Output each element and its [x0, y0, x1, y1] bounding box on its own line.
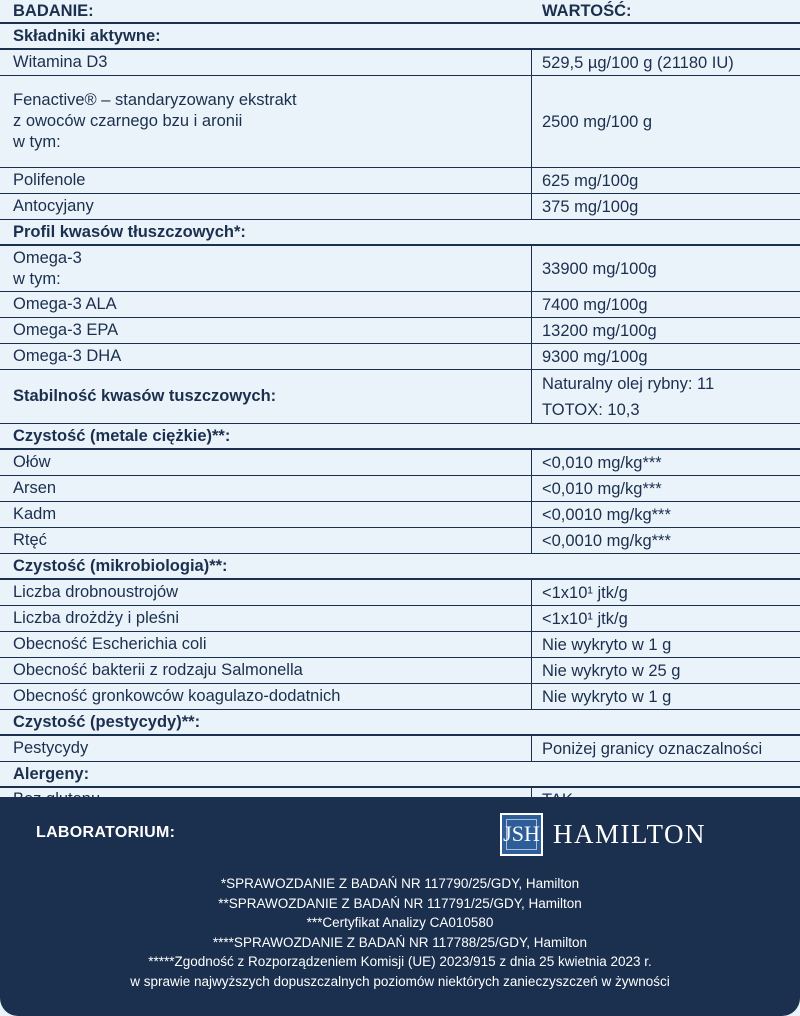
row-value-line: <0,0010 mg/kg***: [542, 531, 671, 550]
row-value: [542, 344, 648, 369]
row-label-line: Liczba drożdży i pleśni: [13, 609, 179, 627]
row-label-line: Polifenole: [13, 171, 86, 189]
row-label-line: Pestycydy: [13, 739, 89, 757]
column-divider: [531, 246, 532, 291]
table-row: [0, 502, 800, 528]
row-label: [13, 344, 121, 369]
row-label-line: Antocyjany: [13, 197, 94, 215]
section-title: [13, 220, 246, 244]
row-value-line: Poniżej granicy oznaczalności: [542, 739, 763, 758]
column-divider: [531, 450, 532, 475]
table-row: [0, 344, 800, 370]
table-row: [0, 370, 800, 424]
table-row: [0, 292, 800, 318]
row-value: [542, 246, 657, 291]
section-title: [13, 424, 230, 448]
row-label-line: Omega-3 EPA: [13, 321, 119, 339]
table-row: [0, 736, 800, 762]
row-value: [542, 50, 734, 75]
table-row: [0, 658, 800, 684]
row-value: [542, 606, 628, 631]
row-value: [542, 684, 671, 709]
row-label-line: Witamina D3: [13, 53, 108, 71]
section-title: [13, 762, 89, 786]
table-row: [0, 528, 800, 554]
row-label: [13, 50, 107, 75]
footnote-line: **SPRAWOZDANIE Z BADAŃ NR 117791/25/GDY, Hamilton: [218, 895, 582, 911]
row-label-line: Obecność bakterii z rodzaju Salmonella: [13, 661, 303, 679]
row-label: [13, 76, 297, 167]
table-row: [0, 580, 800, 606]
row-label-line: Omega-3: [13, 248, 82, 267]
row-value-line: Nie wykryto w 25 g: [542, 661, 681, 680]
hamilton-logo: [500, 812, 706, 856]
row-value-line: 625 mg/100g: [542, 171, 639, 190]
row-label-line: Liczba drobnoustrojów: [13, 583, 179, 601]
row-label: [13, 246, 82, 291]
row-label: [13, 632, 207, 657]
column-divider: [531, 606, 532, 631]
row-label: [13, 736, 88, 761]
row-label-line: z owoców czarnego bzu i aronii: [13, 112, 243, 130]
row-label: [13, 370, 276, 423]
row-label-line: Czystość (pestycydy)**:: [13, 712, 201, 731]
section-row: [0, 762, 800, 788]
row-label: [13, 502, 56, 527]
row-label: [13, 580, 178, 605]
row-label-line: Obecność gronkowców koagulazo-dodatnich: [13, 687, 341, 705]
table-row: [0, 76, 800, 168]
row-value-line: 13200 mg/100g: [542, 321, 657, 340]
section-row: [0, 710, 800, 736]
row-value-line: Naturalny olej rybny: 11: [542, 374, 715, 393]
row-value-line: 529,5 µg/100 g (21180 IU): [542, 53, 734, 72]
row-value-line: TOTOX: 10,3: [542, 400, 640, 419]
footnote-line: ****SPRAWOZDANIE Z BADAŃ NR 117788/25/GDY, Hamilton: [212, 934, 588, 950]
row-label-line: Profil kwasów tłuszczowych*:: [13, 222, 246, 241]
footnote-line: *****Zgodność z Rozporządzeniem Komisji (UE) 2023/915 z dnia 25 kwietnia 2023 r.: [148, 954, 652, 969]
row-value: [542, 76, 652, 167]
row-label-line: Omega-3 DHA: [13, 347, 122, 365]
row-value: [542, 580, 628, 605]
footnote-line: ***Certyfikat Analizy CA010580: [306, 915, 494, 930]
column-divider: [531, 318, 532, 343]
laboratory-label: LABORATORIUM:: [36, 824, 176, 841]
column-divider: [531, 168, 532, 193]
row-value-line: 2500 mg/100 g: [542, 112, 653, 131]
row-value: [542, 292, 648, 317]
row-value-line: <0,010 mg/kg***: [542, 479, 662, 498]
section-title: [13, 710, 200, 734]
table-row: [0, 632, 800, 658]
row-label: [13, 168, 85, 193]
row-label: [13, 658, 303, 683]
column-divider: [531, 292, 532, 317]
column-header-test: BADANIE:: [13, 1, 94, 20]
row-value: [542, 632, 671, 657]
row-label: [13, 318, 118, 343]
table-row: [0, 246, 800, 292]
row-label: [13, 476, 56, 501]
footnote-line: *SPRAWOZDANIE Z BADAŃ NR 117790/25/GDY, Hamilton: [220, 876, 580, 891]
table-row: [0, 194, 800, 220]
row-value: [542, 318, 657, 343]
row-value-line: <1x10¹ jtk/g: [542, 609, 628, 628]
row-value: [542, 528, 671, 553]
row-value: [542, 502, 671, 527]
row-value: [542, 476, 662, 501]
row-value-line: 33900 mg/100g: [542, 259, 657, 278]
row-value-line: 9300 mg/100g: [542, 347, 648, 366]
column-divider: [531, 502, 532, 527]
row-label-line: Obecność Escherichia coli: [13, 635, 207, 653]
section-row: [0, 220, 800, 246]
row-label: [13, 194, 94, 219]
footnotes: [0, 874, 800, 991]
row-value-line: <0,0010 mg/kg***: [542, 505, 671, 524]
row-value: [542, 370, 714, 423]
table-row: [0, 476, 800, 502]
row-value-line: Nie wykryto w 1 g: [542, 635, 672, 654]
row-label-line: Ołów: [13, 453, 51, 471]
row-label: [13, 528, 47, 553]
row-label: [13, 606, 179, 631]
section-title: [13, 24, 161, 48]
row-label-line: Kadm: [13, 505, 57, 523]
table-row: [0, 450, 800, 476]
row-value: [542, 168, 638, 193]
table-header: [0, 0, 800, 24]
row-label-line: Fenactive® – standaryzowany ekstrakt: [13, 91, 297, 109]
column-divider: [531, 580, 532, 605]
column-divider: [531, 370, 532, 423]
footer: [0, 797, 800, 1016]
table-row: [0, 318, 800, 344]
section-row: [0, 554, 800, 580]
footnote-line: w sprawie najwyższych dopuszczalnych poziomów niektórych zanieczyszczeń w żywności: [130, 973, 670, 989]
row-value-line: 7400 mg/100g: [542, 295, 648, 314]
section-title: [13, 554, 228, 578]
table-row: [0, 168, 800, 194]
row-value-line: Nie wykryto w 1 g: [542, 687, 672, 706]
row-label: [13, 292, 117, 317]
column-divider: [531, 736, 532, 761]
row-value: [542, 194, 638, 219]
row-value-line: <1x10¹ jtk/g: [542, 583, 628, 602]
column-divider: [531, 50, 532, 75]
row-label-line: w tym:: [13, 133, 61, 151]
row-label-line: Alergeny:: [13, 764, 90, 783]
row-label-line: Omega-3 ALA: [13, 295, 117, 313]
hamilton-logo-mark-icon: JSH: [500, 813, 543, 856]
row-label: [13, 684, 340, 709]
row-label-line: Stabilność kwasów tuszczowych:: [13, 387, 277, 405]
column-divider: [531, 476, 532, 501]
row-value-line: <0,010 mg/kg***: [542, 453, 662, 472]
column-divider: [531, 76, 532, 167]
row-value-line: 375 mg/100g: [542, 197, 639, 216]
row-label-line: Czystość (metale ciężkie)**:: [13, 426, 231, 445]
column-divider: [531, 632, 532, 657]
column-header-value: WARTOŚĆ:: [542, 2, 632, 20]
table-row: [0, 606, 800, 632]
table-row: [0, 50, 800, 76]
row-value: [542, 658, 680, 683]
table-row: [0, 684, 800, 710]
column-divider: [531, 344, 532, 369]
row-label-line: Rtęć: [13, 531, 47, 549]
column-divider: [531, 658, 532, 683]
row-label-line: Arsen: [13, 479, 57, 497]
hamilton-logo-text: HAMILTON: [553, 818, 707, 849]
row-label-line: w tym:: [13, 269, 61, 288]
row-label: [13, 450, 51, 475]
row-value: [542, 450, 662, 475]
column-divider: [531, 194, 532, 219]
row-label-line: Czystość (mikrobiologia)**:: [13, 556, 228, 575]
section-row: [0, 24, 800, 50]
row-value: [542, 736, 762, 761]
row-label-line: Składniki aktywne:: [13, 26, 161, 45]
column-divider: [531, 684, 532, 709]
section-row: [0, 424, 800, 450]
column-divider: [531, 528, 532, 553]
